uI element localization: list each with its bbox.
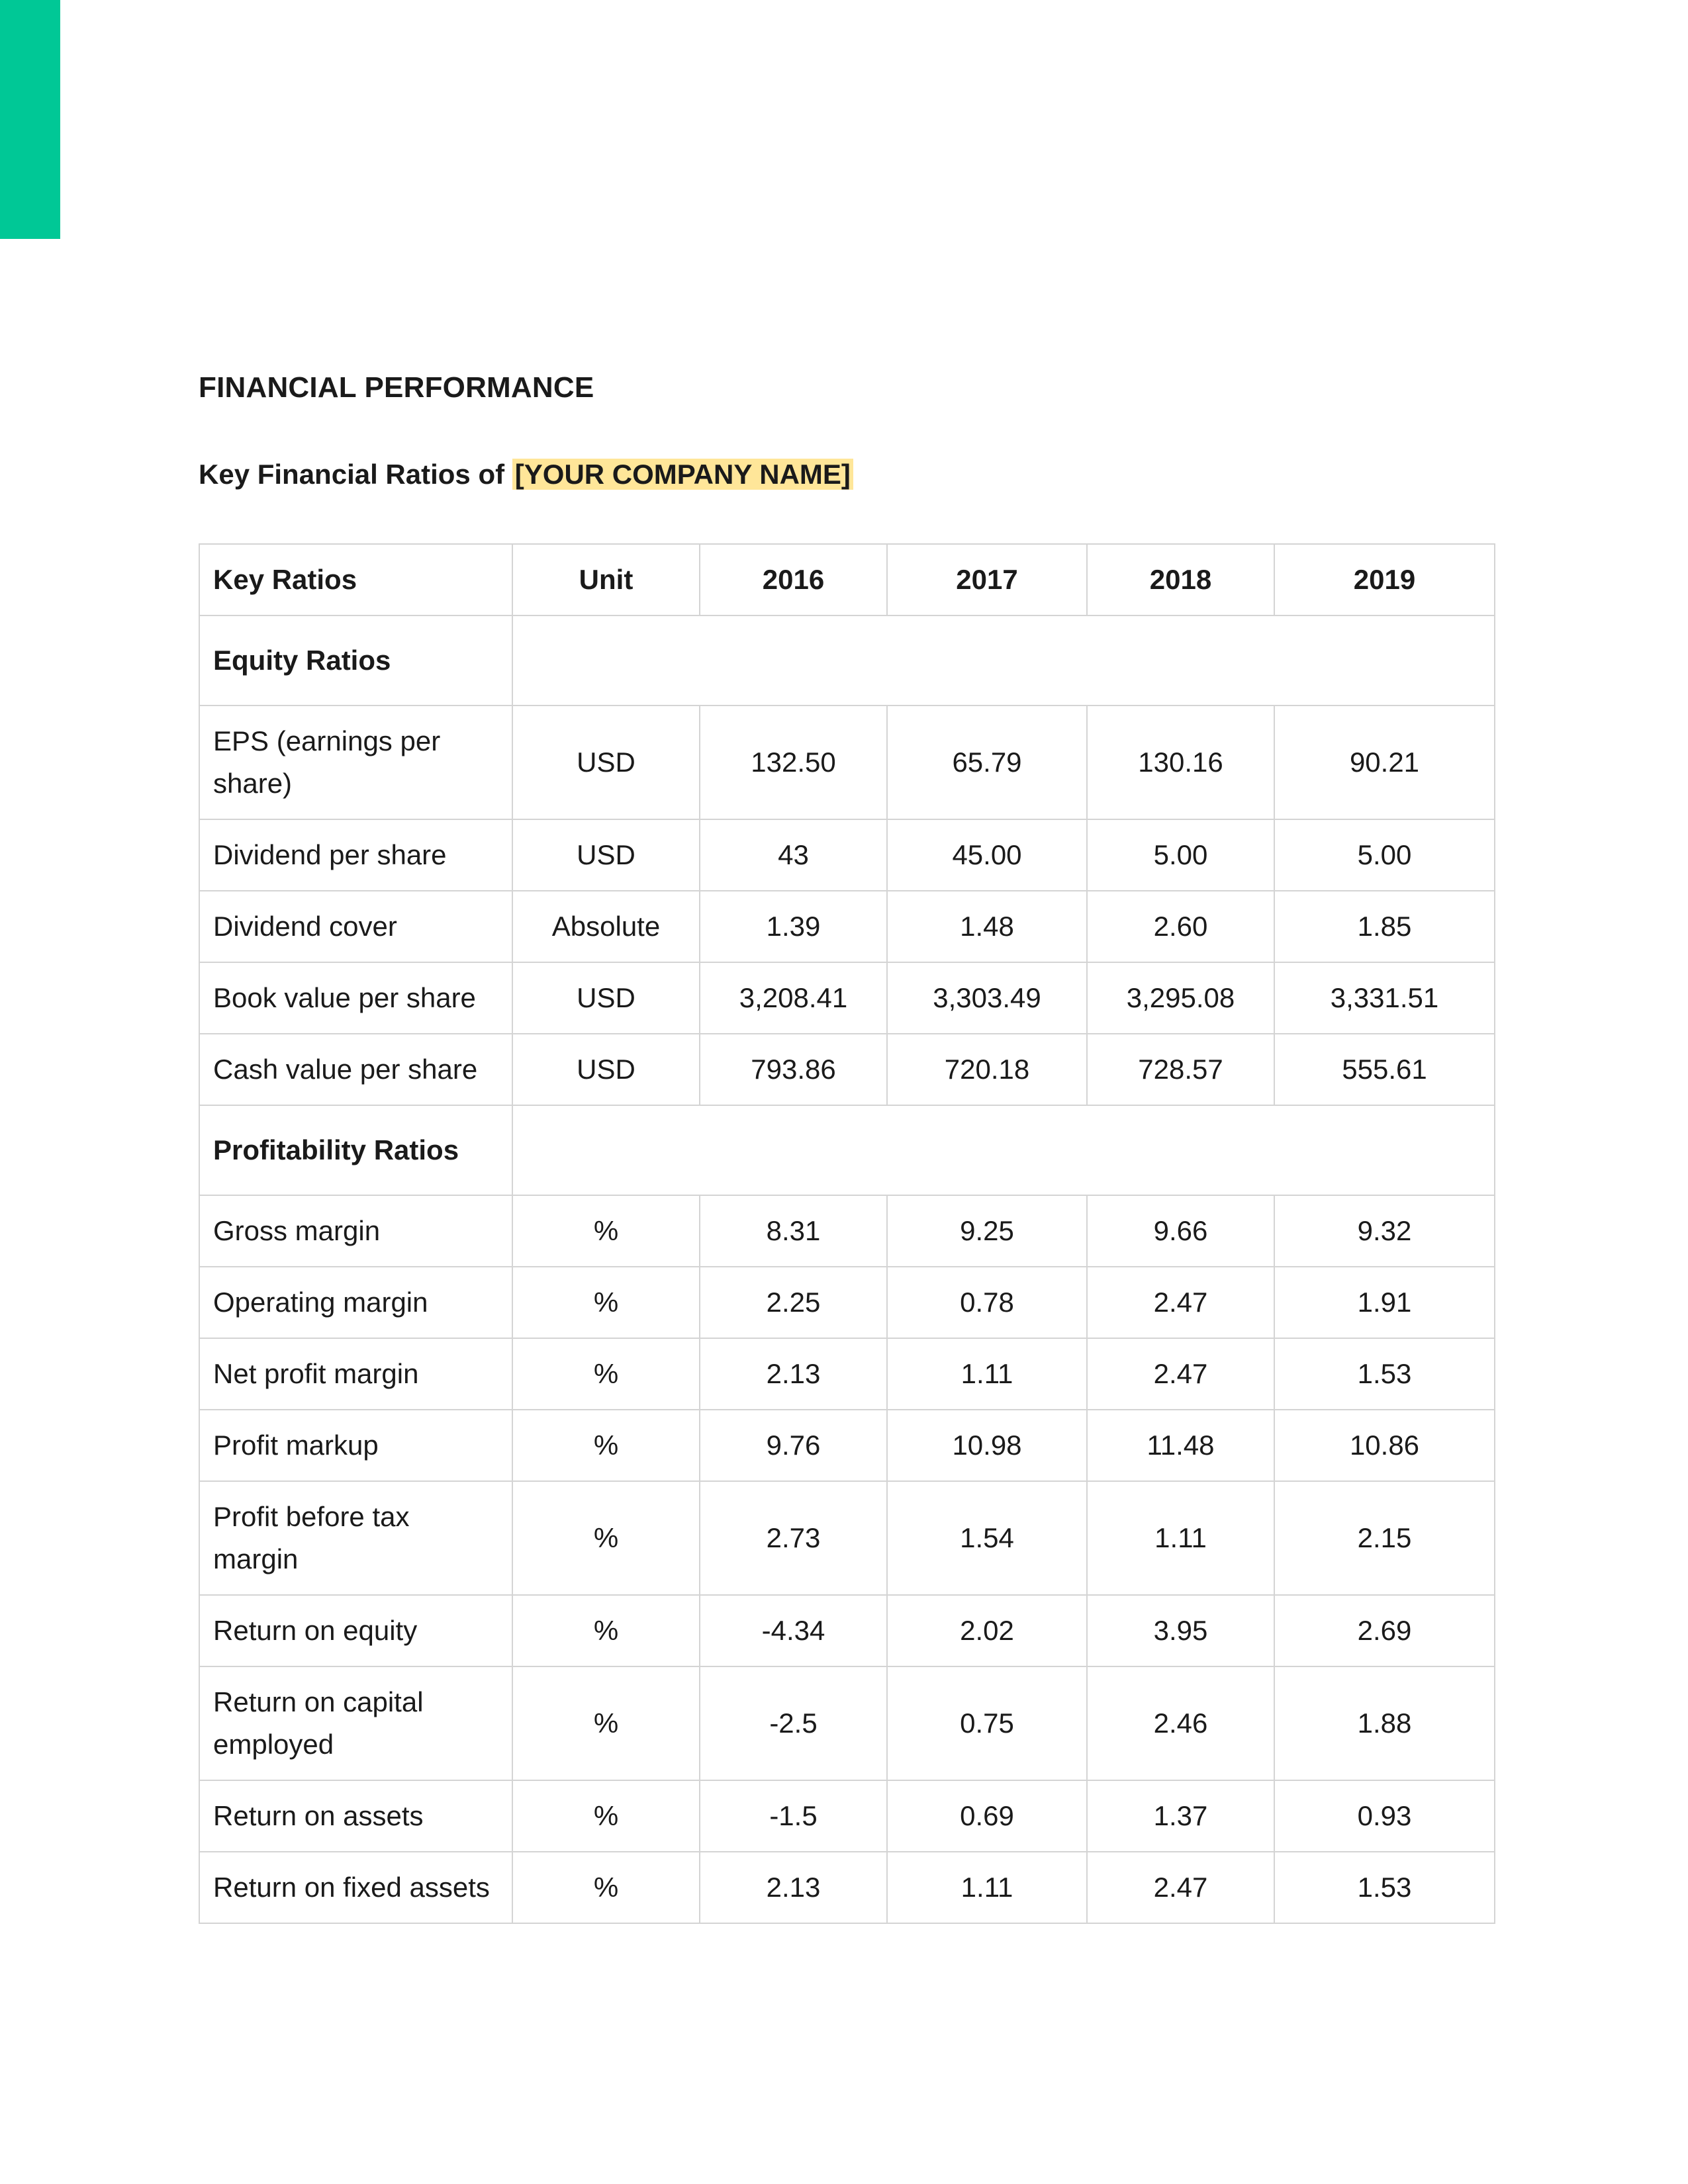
ratio-value-2016: 3,208.41 <box>700 962 887 1034</box>
subtitle-prefix: Key Financial Ratios of <box>199 459 505 490</box>
ratio-value-2019: 10.86 <box>1274 1410 1495 1481</box>
group-row <box>199 1105 1495 1195</box>
ratio-value-2016: 2.13 <box>700 1338 887 1410</box>
ratio-value-2019: 90.21 <box>1274 705 1495 819</box>
ratio-unit: % <box>512 1338 700 1410</box>
ratio-value-2019: 0.93 <box>1274 1780 1495 1852</box>
ratio-name: Return on assets <box>199 1780 512 1852</box>
ratio-value-2018: 2.47 <box>1087 1852 1274 1923</box>
ratio-value-2018: 3,295.08 <box>1087 962 1274 1034</box>
ratio-unit: % <box>512 1595 700 1666</box>
ratio-name: Profit before tax margin <box>199 1481 512 1595</box>
table-row <box>199 1410 1495 1481</box>
table-row <box>199 819 1495 891</box>
ratio-name: Profit markup <box>199 1410 512 1481</box>
ratio-name: Return on fixed assets <box>199 1852 512 1923</box>
ratio-unit: % <box>512 1267 700 1338</box>
ratio-value-2018: 9.66 <box>1087 1195 1274 1267</box>
ratio-value-2017: 1.11 <box>887 1852 1087 1923</box>
table-row <box>199 891 1495 962</box>
header-unit: Unit <box>512 544 700 615</box>
group-empty-cell <box>512 615 1495 705</box>
ratio-unit: % <box>512 1195 700 1267</box>
ratio-name: Operating margin <box>199 1267 512 1338</box>
group-title: Equity Ratios <box>199 615 512 705</box>
ratio-name: Return on equity <box>199 1595 512 1666</box>
ratio-value-2019: 3,331.51 <box>1274 962 1495 1034</box>
ratio-value-2018: 130.16 <box>1087 705 1274 819</box>
ratio-value-2016: 9.76 <box>700 1410 887 1481</box>
table-header-row <box>199 544 1495 615</box>
ratio-value-2017: 0.78 <box>887 1267 1087 1338</box>
subtitle <box>199 459 853 490</box>
header-2018: 2018 <box>1087 544 1274 615</box>
ratio-value-2016: -1.5 <box>700 1780 887 1852</box>
ratio-value-2019: 1.88 <box>1274 1666 1495 1780</box>
ratio-value-2019: 1.85 <box>1274 891 1495 962</box>
header-2016: 2016 <box>700 544 887 615</box>
table-row <box>199 962 1495 1034</box>
table-row <box>199 1666 1495 1780</box>
ratio-value-2018: 5.00 <box>1087 819 1274 891</box>
ratio-name: EPS (earnings per share) <box>199 705 512 819</box>
table-row <box>199 1780 1495 1852</box>
ratio-value-2017: 720.18 <box>887 1034 1087 1105</box>
ratio-name: Cash value per share <box>199 1034 512 1105</box>
ratio-name: Net profit margin <box>199 1338 512 1410</box>
table-body <box>199 615 1495 1923</box>
ratio-value-2019: 555.61 <box>1274 1034 1495 1105</box>
ratio-name: Book value per share <box>199 962 512 1034</box>
table-row <box>199 1267 1495 1338</box>
ratio-value-2016: -4.34 <box>700 1595 887 1666</box>
key-ratios-table <box>199 543 1495 1924</box>
ratio-value-2019: 2.15 <box>1274 1481 1495 1595</box>
ratio-unit: % <box>512 1410 700 1481</box>
ratio-value-2016: 2.13 <box>700 1852 887 1923</box>
table-row <box>199 1852 1495 1923</box>
ratio-value-2016: 1.39 <box>700 891 887 962</box>
ratio-value-2019: 5.00 <box>1274 819 1495 891</box>
ratio-unit: % <box>512 1780 700 1852</box>
ratio-value-2018: 728.57 <box>1087 1034 1274 1105</box>
header-2017: 2017 <box>887 544 1087 615</box>
ratio-value-2017: 45.00 <box>887 819 1087 891</box>
table-row <box>199 1034 1495 1105</box>
ratio-name: Gross margin <box>199 1195 512 1267</box>
ratio-value-2018: 2.47 <box>1087 1267 1274 1338</box>
ratio-value-2016: 43 <box>700 819 887 891</box>
ratio-value-2016: 2.73 <box>700 1481 887 1595</box>
ratio-unit: % <box>512 1852 700 1923</box>
ratio-unit: % <box>512 1481 700 1595</box>
ratio-value-2017: 1.54 <box>887 1481 1087 1595</box>
table-row <box>199 1195 1495 1267</box>
ratio-value-2017: 2.02 <box>887 1595 1087 1666</box>
ratio-value-2017: 1.11 <box>887 1338 1087 1410</box>
ratio-value-2016: 793.86 <box>700 1034 887 1105</box>
ratio-value-2017: 65.79 <box>887 705 1087 819</box>
ratio-value-2018: 3.95 <box>1087 1595 1274 1666</box>
ratio-unit: Absolute <box>512 891 700 962</box>
ratio-value-2017: 3,303.49 <box>887 962 1087 1034</box>
ratio-value-2018: 1.11 <box>1087 1481 1274 1595</box>
ratio-value-2019: 2.69 <box>1274 1595 1495 1666</box>
section-title: FINANCIAL PERFORMANCE <box>199 371 594 404</box>
group-row <box>199 615 1495 705</box>
ratio-value-2016: -2.5 <box>700 1666 887 1780</box>
table-row <box>199 705 1495 819</box>
ratio-unit: USD <box>512 1034 700 1105</box>
ratio-value-2018: 2.46 <box>1087 1666 1274 1780</box>
ratio-name: Dividend cover <box>199 891 512 962</box>
table-row <box>199 1338 1495 1410</box>
ratio-unit: USD <box>512 819 700 891</box>
header-2019: 2019 <box>1274 544 1495 615</box>
ratio-value-2017: 10.98 <box>887 1410 1087 1481</box>
ratio-value-2019: 1.53 <box>1274 1338 1495 1410</box>
table-row <box>199 1595 1495 1666</box>
ratio-name: Dividend per share <box>199 819 512 891</box>
ratio-value-2019: 9.32 <box>1274 1195 1495 1267</box>
group-title: Profitability Ratios <box>199 1105 512 1195</box>
ratio-value-2018: 11.48 <box>1087 1410 1274 1481</box>
ratio-value-2019: 1.53 <box>1274 1852 1495 1923</box>
ratio-name: Return on capital employed <box>199 1666 512 1780</box>
ratio-value-2016: 132.50 <box>700 705 887 819</box>
table-row <box>199 1481 1495 1595</box>
ratio-value-2018: 2.47 <box>1087 1338 1274 1410</box>
ratio-value-2017: 0.75 <box>887 1666 1087 1780</box>
ratio-value-2017: 9.25 <box>887 1195 1087 1267</box>
ratio-value-2018: 1.37 <box>1087 1780 1274 1852</box>
ratio-value-2019: 1.91 <box>1274 1267 1495 1338</box>
ratio-value-2016: 8.31 <box>700 1195 887 1267</box>
ratio-value-2018: 2.60 <box>1087 891 1274 962</box>
ratio-unit: USD <box>512 705 700 819</box>
company-name-placeholder: [YOUR COMPANY NAME] <box>512 459 853 490</box>
header-key-ratios: Key Ratios <box>199 544 512 615</box>
ratio-value-2017: 0.69 <box>887 1780 1087 1852</box>
ratio-unit: % <box>512 1666 700 1780</box>
ratio-value-2017: 1.48 <box>887 891 1087 962</box>
ratio-unit: USD <box>512 962 700 1034</box>
accent-bar <box>0 0 60 239</box>
ratio-value-2016: 2.25 <box>700 1267 887 1338</box>
group-empty-cell <box>512 1105 1495 1195</box>
